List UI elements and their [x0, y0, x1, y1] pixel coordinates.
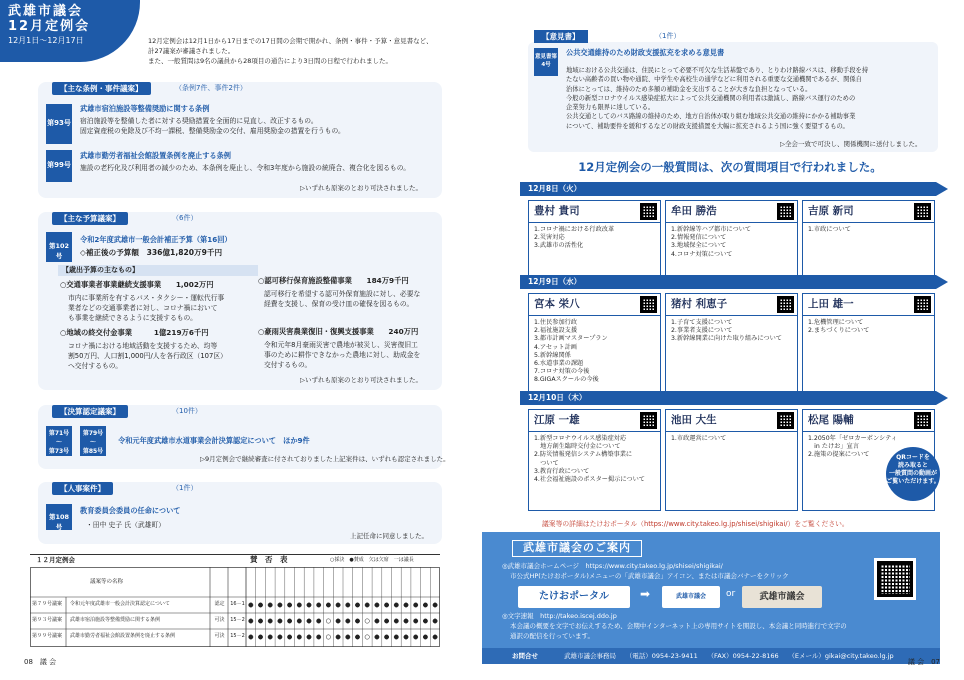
text-line: 事のために耕作できなかった農地に対し、助成金を: [264, 351, 421, 359]
vote-subtitle: 賛 否 表: [250, 555, 288, 564]
contact-bar: [482, 648, 940, 664]
vote-cell: 令和元年度武雄市一般会計決算認定について: [70, 601, 170, 607]
result-note: ▷いずれも原案のとおり可決されました。: [300, 376, 422, 384]
member-name: [666, 294, 797, 316]
question-item: 1.新幹線等ハブ都市について: [671, 226, 752, 233]
text-line: 認可移行を希望する認可外保育施設に対し、必要な: [264, 290, 421, 298]
vote-cell: 武雄市宿泊施設等整備奨励に関する条例: [70, 617, 161, 623]
vote-cell: 第９９号議案: [32, 633, 63, 639]
vote-mark: [375, 603, 379, 607]
vote-mark: [268, 635, 272, 639]
member-name-text: 牟田 勝浩: [671, 205, 717, 217]
yosan-heading: 【主な予算議案】: [52, 212, 128, 225]
date-band: 12月9日（水）: [520, 275, 936, 289]
member-card: [802, 293, 935, 403]
qr-note: [886, 447, 940, 501]
question-item: 1.住民参加行政: [534, 319, 578, 326]
vote-mark: [346, 635, 350, 639]
homepage-line[interactable]: ◎武雄市議会ホームページ https://www.city.takeo.lg.jp/shisei/shigikai/: [502, 562, 723, 570]
question-item: 1.子育て支援について: [671, 319, 733, 326]
qr-code-icon[interactable]: [914, 296, 931, 313]
member-name: [666, 410, 797, 432]
text-line: 公共交通としてのバス路線の維持のため、地方自治体が取り組む地域公共交通の維持にかかる補助事業: [566, 113, 856, 121]
gikai-banner-button[interactable]: 武雄市議会: [742, 586, 822, 608]
vote-mark: [326, 603, 330, 607]
vote-mark: [384, 619, 388, 623]
vote-mark: [394, 635, 398, 639]
intro-line: 計27議案が審議されました。: [148, 47, 235, 55]
vote-mark: [394, 619, 398, 623]
jinji-count: （1件）: [172, 484, 198, 492]
bill-number-tag: 第93号: [46, 104, 72, 144]
vote-mark: [326, 619, 330, 623]
vote-mark: [249, 603, 253, 607]
vote-mark: [414, 635, 418, 639]
budget-item-title: ○豪雨災害農業復旧・復興支援事業 240万円: [258, 327, 419, 336]
vote-col-header: 議案等の名称: [90, 579, 124, 585]
jourei-box: [38, 82, 442, 198]
member-name-text: 松尾 陽輔: [808, 414, 854, 426]
budget-item-title: ○地域の終交付金事業 1億219万6千円: [60, 328, 209, 337]
vote-mark: [375, 619, 379, 623]
question-item: 2.まちづくりについて: [808, 327, 870, 335]
vote-mark: [249, 619, 253, 623]
member-name: [803, 294, 934, 316]
vote-mark: [317, 635, 321, 639]
vote-mark: [268, 603, 272, 607]
member-name-text: 上田 雄一: [808, 298, 854, 310]
text-line: たない高齢者の買い物や通院、中学生や高校生の通学などに利用される重要な交通機関であるが、関係自: [566, 76, 862, 84]
petition-text: [566, 66, 936, 131]
budget-title: 令和2年度武雄市一般会計補正予算（第16回）: [80, 235, 232, 244]
text-line: 今般の新型コロナウイルス感染症拡大によって公共交通機関の利用者は激減し、路線バス運行のための: [566, 94, 856, 102]
vote-mark: [326, 635, 330, 639]
vote-mark: [307, 619, 311, 623]
result-note: ▷9月定例会で継続審査に付されておりました上記案件は、いずれも認定されました。: [200, 455, 450, 463]
result-note: ▷いずれも原案のとおり可決されました。: [300, 184, 422, 192]
session-badge: [0, 0, 140, 62]
text-line: 企業努力も限界に達している。: [566, 104, 655, 112]
question-item: 3.地域保全について: [671, 242, 727, 250]
member-card: [665, 293, 798, 403]
question-item: 2.防災情報発信システム構築事業に: [534, 451, 633, 459]
text-line: 交付するもの。: [264, 361, 312, 369]
member-name-text: 吉原 新司: [808, 205, 854, 217]
budget-amount: ◇補正後の予算額 336億1,820万9千円: [80, 248, 223, 257]
vote-mark: [278, 635, 282, 639]
date-band: 12月10日（木）: [520, 391, 936, 405]
portal-note[interactable]: 議案等の詳細はたけおポータル（https://www.city.takeo.lg.jp/shisei/shigikai/）をご覧ください。: [542, 520, 849, 528]
text-line: 地域における公共交通は、住民にとって必要不可欠な生活基盤であり、とりわけ路線バスは、移動手段を持: [566, 67, 869, 74]
vote-mark: [258, 603, 262, 607]
vote-mark: [365, 619, 369, 623]
qr-code-icon[interactable]: [914, 412, 931, 429]
petition-number-tag: 意見書第4号: [534, 48, 558, 76]
intro-text: [148, 36, 438, 66]
member-name: [666, 201, 797, 223]
vote-mark: [297, 619, 301, 623]
qr-code-icon[interactable]: [874, 558, 916, 600]
question-item: 1.危機管理について: [808, 319, 864, 326]
question-item: 2.災害対応: [534, 234, 565, 242]
vote-header: [30, 554, 440, 566]
tag-line: 第79号: [82, 430, 104, 437]
vote-cell: 可決: [214, 633, 225, 639]
text-line: 一般質問の動画が: [888, 470, 937, 477]
vote-mark: [297, 603, 301, 607]
bill-text-line: 宿泊施設等を整備した者に対する奨励措置を全面的に見直し、改正するもの。: [80, 117, 318, 125]
vote-mark: [365, 603, 369, 607]
takeo-portal-button[interactable]: たけおポータル: [518, 586, 630, 608]
question-item: 1.新型コロナウイルス感染症対応: [534, 435, 627, 442]
text-line: 割50万円、人口割1,000円/人を各行政区（107区）: [68, 352, 227, 360]
bill-number-tag: 第108号: [46, 504, 72, 530]
vote-mark: [423, 603, 427, 607]
tag-line: 第73号: [48, 448, 70, 455]
qr-code-icon[interactable]: [640, 412, 657, 429]
member-name: [803, 410, 934, 432]
vote-mark: [394, 603, 398, 607]
budget-item-text: [68, 293, 224, 323]
member-card: [528, 293, 661, 403]
question-item: 4.コロナ対策について: [671, 250, 733, 258]
vote-mark: [258, 635, 262, 639]
appointee: ・田中 史子 氏（武雄町）: [86, 521, 166, 529]
question-item: 1.コロナ禍における行政改革: [534, 226, 615, 233]
question-list: [529, 316, 660, 388]
vote-mark: [384, 603, 388, 607]
gikai-icon-button[interactable]: 武雄市議会: [662, 586, 720, 608]
question-item: 6.水道事業の課題: [534, 360, 584, 368]
question-item: 1.市政運営について: [671, 435, 727, 442]
member-name: [529, 294, 660, 316]
vote-mark: [365, 635, 369, 639]
yosan-count: （6件）: [172, 214, 198, 222]
question-list: [803, 223, 934, 237]
question-item: 3.新幹線開業に向けた取り組みについて: [671, 335, 782, 343]
jourei-count: （条例7件、事件2件）: [175, 84, 247, 92]
text-line: QRコードを: [896, 454, 930, 461]
homepage-instr: 市公式HP(たけおポータル)メニューの「武雄市議会」アイコン、または市議会バナーをクリック: [510, 572, 789, 580]
ippan-title: 12月定例会の一般質問は、次の質問項目で行われました。: [578, 160, 882, 174]
member-name-text: 豊村 貴司: [534, 205, 580, 217]
kessan-heading: 【決算認定議案】: [52, 405, 128, 418]
text-line: 令和元年8月豪雨災害で農地が被災し、災害復旧工: [264, 341, 418, 349]
text-line: 読み取ると: [897, 462, 928, 469]
vote-mark: [404, 635, 408, 639]
kessan-title: 令和元年度武雄市水道事業会計決算認定について ほか9件: [118, 436, 310, 445]
badge-dates: 12月1日〜12月17日: [8, 36, 84, 45]
moji-line[interactable]: ◎文字速報 http://takeo.iscej.ddo.jp: [502, 612, 617, 620]
vote-mark: [355, 635, 359, 639]
question-item: 2.事業者支援について: [671, 327, 733, 335]
member-name-text: 猪村 利恵子: [671, 298, 728, 310]
qr-code-icon[interactable]: [777, 412, 794, 429]
vote-mark: [433, 603, 437, 607]
budget-item-text: [264, 340, 420, 370]
vote-mark: [307, 603, 311, 607]
member-name-text: 江原 一雄: [534, 414, 580, 426]
vote-mark: [278, 619, 282, 623]
vote-mark: [404, 603, 408, 607]
member-name-text: 宮本 栄八: [534, 298, 580, 310]
vote-mark: [355, 619, 359, 623]
qr-code-icon[interactable]: [640, 296, 657, 313]
bill-text: 施設の老朽化及び利用者の減少のため、本条例を廃止し、令和3年度から施設の統廃合、複合化を図るもの。: [80, 164, 411, 172]
vote-mark: [287, 603, 291, 607]
question-list: [666, 432, 797, 446]
qr-code-icon[interactable]: [640, 203, 657, 220]
question-item: 2.施策の提案について: [808, 451, 870, 459]
badge-title-1: 武雄市議会: [8, 4, 84, 19]
question-item: 3.教育行政について: [534, 467, 590, 475]
date-band: 12月8日（火）: [520, 182, 936, 196]
question-item: 1.2050年「ゼロカーボンシティ: [808, 435, 898, 442]
member-card: [528, 409, 661, 511]
question-item: 2.情報発信について: [671, 234, 727, 242]
text-line: 経費を支援し、保育の受け皿の確保を図るもの。: [264, 300, 414, 308]
text-line: ご覧いただけます。: [886, 478, 940, 485]
vote-mark: [268, 619, 272, 623]
jinji-heading: 【人事案件】: [52, 482, 113, 495]
petition-title: 公共交通維持のため財政支援拡充を求める意見書: [566, 48, 725, 57]
bill-title: 武雄市勤労者福祉会館設置条例を廃止する条例: [80, 151, 231, 160]
budget-item-text: [68, 341, 227, 371]
vote-cell: 第９３号議案: [32, 617, 63, 623]
bill-number-tag: 第102号: [46, 232, 72, 262]
vote-mark: [317, 603, 321, 607]
question-item: 1.市政について: [808, 226, 851, 233]
bill-number-tag: 第79号 〜 第85号: [80, 426, 106, 456]
text-line: 治体にとっては、維持のため多額の補助金を支出することが大きな負担となっている。: [566, 85, 812, 93]
qr-code-icon[interactable]: [914, 203, 931, 220]
contact-label: お問合せ: [512, 652, 538, 660]
text-line: へ交付するもの。: [68, 362, 123, 370]
question-item: 地方創生臨時交付金について: [534, 443, 621, 451]
jourei-heading: 【主な条例・事件議案】: [52, 82, 151, 95]
question-list: [666, 223, 797, 262]
bill-number-tag: 第71号 〜 第73号: [46, 426, 72, 456]
budget-item-title: ○認可移行保育施設整備事業 184万9千円: [258, 276, 409, 285]
vote-mark: [287, 635, 291, 639]
budget-item-title: ○交通事業者事業継続支援事業 1,002万円: [60, 280, 214, 289]
vote-mark: [297, 635, 301, 639]
vote-cell: 16－1: [230, 601, 245, 607]
question-item: 7.コロナ対策の今後: [534, 368, 590, 376]
vote-mark: [384, 635, 388, 639]
member-name: [529, 410, 660, 432]
vote-cell: 15－2: [230, 617, 245, 623]
vote-mark: [414, 603, 418, 607]
question-item: 3.武雄市の活性化: [534, 242, 584, 250]
bill-text: [80, 116, 435, 136]
vote-mark: [346, 603, 350, 607]
bill-title: 武雄市宿泊施設等整備奨励に関する条例: [80, 104, 210, 113]
text-line: も事業を継続できるように支援するもの。: [68, 314, 197, 322]
vote-table: [30, 567, 440, 647]
guide-title: 武雄市議会のご案内: [512, 540, 642, 557]
vote-mark: [433, 635, 437, 639]
vote-mark: [278, 603, 282, 607]
member-card: [665, 409, 798, 511]
vote-cell: 認定: [214, 601, 225, 607]
vote-title: １２月定例会: [36, 556, 75, 564]
question-item: 4.社会福祉施設のポスター掲示について: [534, 476, 645, 484]
vote-mark: [287, 619, 291, 623]
moji-text: 通訳の配信を行っています。: [510, 632, 594, 640]
vote-mark: [307, 635, 311, 639]
qr-code-icon[interactable]: [777, 296, 794, 313]
vote-mark: [336, 635, 340, 639]
vote-mark: [258, 619, 262, 623]
tag-line: 第71号: [48, 430, 70, 437]
badge-title-2: 12月定例会: [8, 19, 91, 34]
contact-info: 武雄市議会事務局 （電話）0954-23-9411 （FAX）0954-22-8166 （Eメール）gikai@city.takeo.lg.jp: [564, 652, 894, 660]
guide-panel: [482, 532, 940, 664]
question-list: [529, 223, 660, 254]
vote-legend: ○採決 ●賛成 欠は欠席 一は議長: [330, 557, 414, 563]
vote-cell: 武雄市勤労者福祉会館設置条例を廃止する条例: [70, 633, 176, 639]
vote-mark: [423, 635, 427, 639]
question-item: 3.都市計画マスタープラン: [534, 335, 608, 343]
vote-cell: 15－2: [230, 633, 245, 639]
text-line: 市内に事業所を有するバス・タクシー・運転代行事: [68, 294, 225, 302]
question-item: ついて: [534, 459, 559, 467]
question-list: [803, 316, 934, 338]
member-name-text: 池田 大生: [671, 414, 717, 426]
qr-code-icon[interactable]: [777, 203, 794, 220]
question-item: 8.GIGAスクールの今後: [534, 376, 599, 384]
vote-mark: [336, 619, 340, 623]
arrow-right-icon: ➡: [640, 587, 651, 601]
vote-mark: [414, 619, 418, 623]
result-note: ▷全会一致で可決し、関係機関に送付しました。: [780, 140, 922, 148]
tag-line: 第85号: [82, 448, 104, 455]
intro-line: また、一般質問は9名の議員から28項目の通告により3日間の日程で行われました。: [148, 57, 393, 65]
question-list: [666, 316, 797, 347]
vote-cell: 可決: [214, 617, 225, 623]
moji-text: 本会議の概要を文字でお伝えするため、会期中インターネット上の専用サイトを開設し、本会議と同時進行で文字の: [510, 622, 847, 630]
text-line: 業者などの交通事業者に対し、コロナ禍において: [68, 304, 218, 312]
question-item: in たけお」宣言: [808, 443, 859, 451]
vote-mark: [346, 619, 350, 623]
page-number-left: 08 議 会: [24, 658, 57, 666]
intro-line: 12月定例会は12月1日から17日までの17日間の会期で開かれ、条例・事件・予算・意見書など、: [148, 37, 433, 45]
jinji-title: 教育委員会委員の任命について: [80, 506, 181, 515]
kessan-count: （10件）: [172, 407, 202, 415]
budget-item-text: [264, 289, 420, 309]
or-icon: or: [726, 589, 736, 599]
vote-mark: [317, 619, 321, 623]
vote-cell: 第７９号議案: [32, 601, 63, 607]
vote-mark: [433, 619, 437, 623]
member-name: [529, 201, 660, 223]
vote-mark: [249, 635, 253, 639]
page-number-right: 議 会 07: [907, 658, 940, 666]
member-name: [803, 201, 934, 223]
iken-heading: 【意見書】: [534, 30, 588, 43]
vote-mark: [423, 619, 427, 623]
iken-count: （1件）: [655, 32, 681, 40]
question-list: [529, 432, 660, 487]
bill-text-line: 固定資産税の免除及び不均一課税、整備奨励金の交付、雇用奨励金の措置を行うもの。: [80, 127, 345, 135]
text-line: コロナ禍における地域活動を支援するため、均等: [68, 342, 218, 350]
question-item: 4.アセット計画: [534, 343, 577, 351]
bill-number-tag: 第99号: [46, 150, 72, 182]
vote-mark: [336, 603, 340, 607]
question-item: 2.福祉施設支援: [534, 327, 578, 335]
vote-mark: [375, 635, 379, 639]
text-line: について、補助要件を緩和するなどの財政支援措置を大幅に拡充されるよう国に強く要望するもの。: [566, 122, 849, 130]
budget-subheading: 【歳出予算の主なもの】: [58, 265, 258, 276]
result-note: 上記任命に同意しました。: [350, 532, 428, 540]
question-item: 5.新幹線関係: [534, 351, 571, 359]
vote-mark: [355, 603, 359, 607]
vote-mark: [404, 619, 408, 623]
